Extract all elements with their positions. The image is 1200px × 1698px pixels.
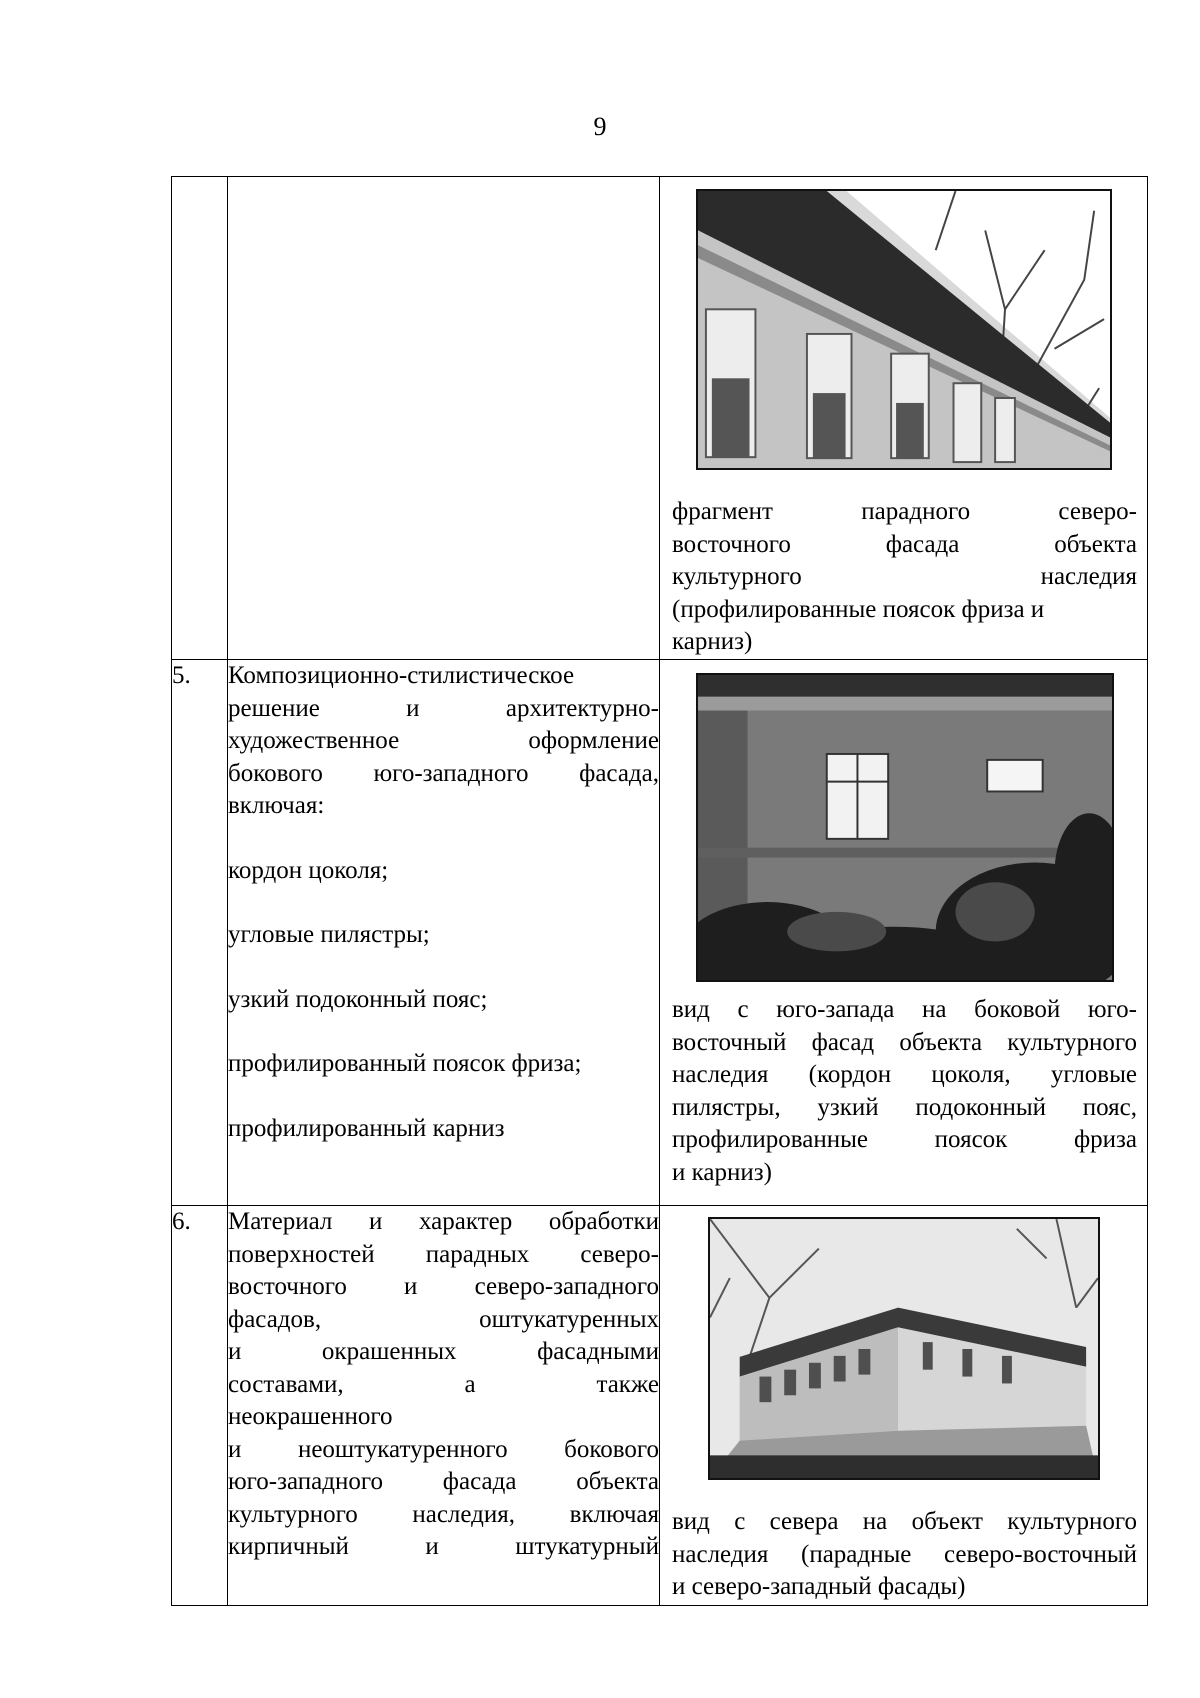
caption-line: восточный фасад объекта культурного [672,1028,1137,1056]
caption-line: восточного фасада объекта [672,530,1137,558]
description-line: включая: [228,792,325,819]
heritage-elements-table [171,176,1148,1606]
row-description [228,177,660,660]
feature-item: профилированный поясок фриза; [228,1050,582,1077]
table-row [172,660,1148,1206]
description-line: кирпичный и штукатурный [228,1533,659,1560]
caption-line: и северо-западный фасады) [672,1573,966,1600]
table-row [172,1206,1148,1606]
description-line: неокрашенного [228,1403,393,1430]
row-number: 5. [172,660,228,1206]
feature-item: узкий подоконный пояс; [228,985,488,1013]
description-line: культурного наследия, включая [228,1500,659,1528]
description-line: юго-западного фасада объекта [228,1468,659,1495]
caption-line: (профилированные поясок фриза и [672,595,1045,623]
building-facade-photo [696,189,1112,470]
caption-line: фрагмент парадного северо- [672,498,1137,525]
row-description [228,1206,660,1606]
photo-caption [672,994,1137,1189]
description-line: составами, а также [228,1370,659,1398]
photo-caption [672,1506,1137,1604]
feature-item: кордон цоколя; [228,856,389,884]
feature-item: профилированный карниз [228,1114,505,1142]
caption-line: вид с севера на объект культурного [672,1508,1137,1535]
caption-line: карниз) [672,628,753,655]
caption-line: пилястры, узкий подоконный пояс, [672,1093,1137,1121]
photo-cell [660,1206,1148,1606]
description-line: и окрашенных фасадными [228,1338,659,1365]
description-line: художественное оформление [228,727,659,754]
page-number: 9 [593,112,607,141]
description-line: Композиционно-стилистическое [228,662,575,689]
description-line: восточного и северо-западного [228,1273,659,1300]
description-line: Материал и характер обработки [228,1208,659,1235]
caption-line: наследия (кордон цоколя, угловые [672,1061,1137,1088]
side-facade-photo [696,673,1114,982]
description-line: решение и архитектурно- [228,694,659,722]
description-line: поверхностей парадных северо- [228,1240,659,1268]
photo-caption [672,496,1137,659]
row-number [172,177,228,660]
row-number: 6. [172,1206,228,1606]
photo-cell [660,177,1148,660]
photo-cell [660,660,1148,1206]
description-line: бокового юго-западного фасада, [228,759,659,787]
caption-line: вид с юго-запада на боковой юго- [672,996,1137,1023]
row-description [228,660,660,1206]
description-line: и неоштукатуренного бокового [228,1435,659,1463]
caption-line: профилированные поясок фриза [672,1126,1137,1153]
feature-item: угловые пилястры; [228,921,430,948]
description-line: фасадов, оштукатуренных [228,1305,659,1333]
caption-line: культурного наследия [672,563,1137,590]
corner-building-photo [708,1217,1100,1480]
caption-line: и карниз) [672,1158,772,1186]
caption-line: наследия (парадные северо-восточный [672,1540,1137,1568]
table-row [172,177,1148,660]
